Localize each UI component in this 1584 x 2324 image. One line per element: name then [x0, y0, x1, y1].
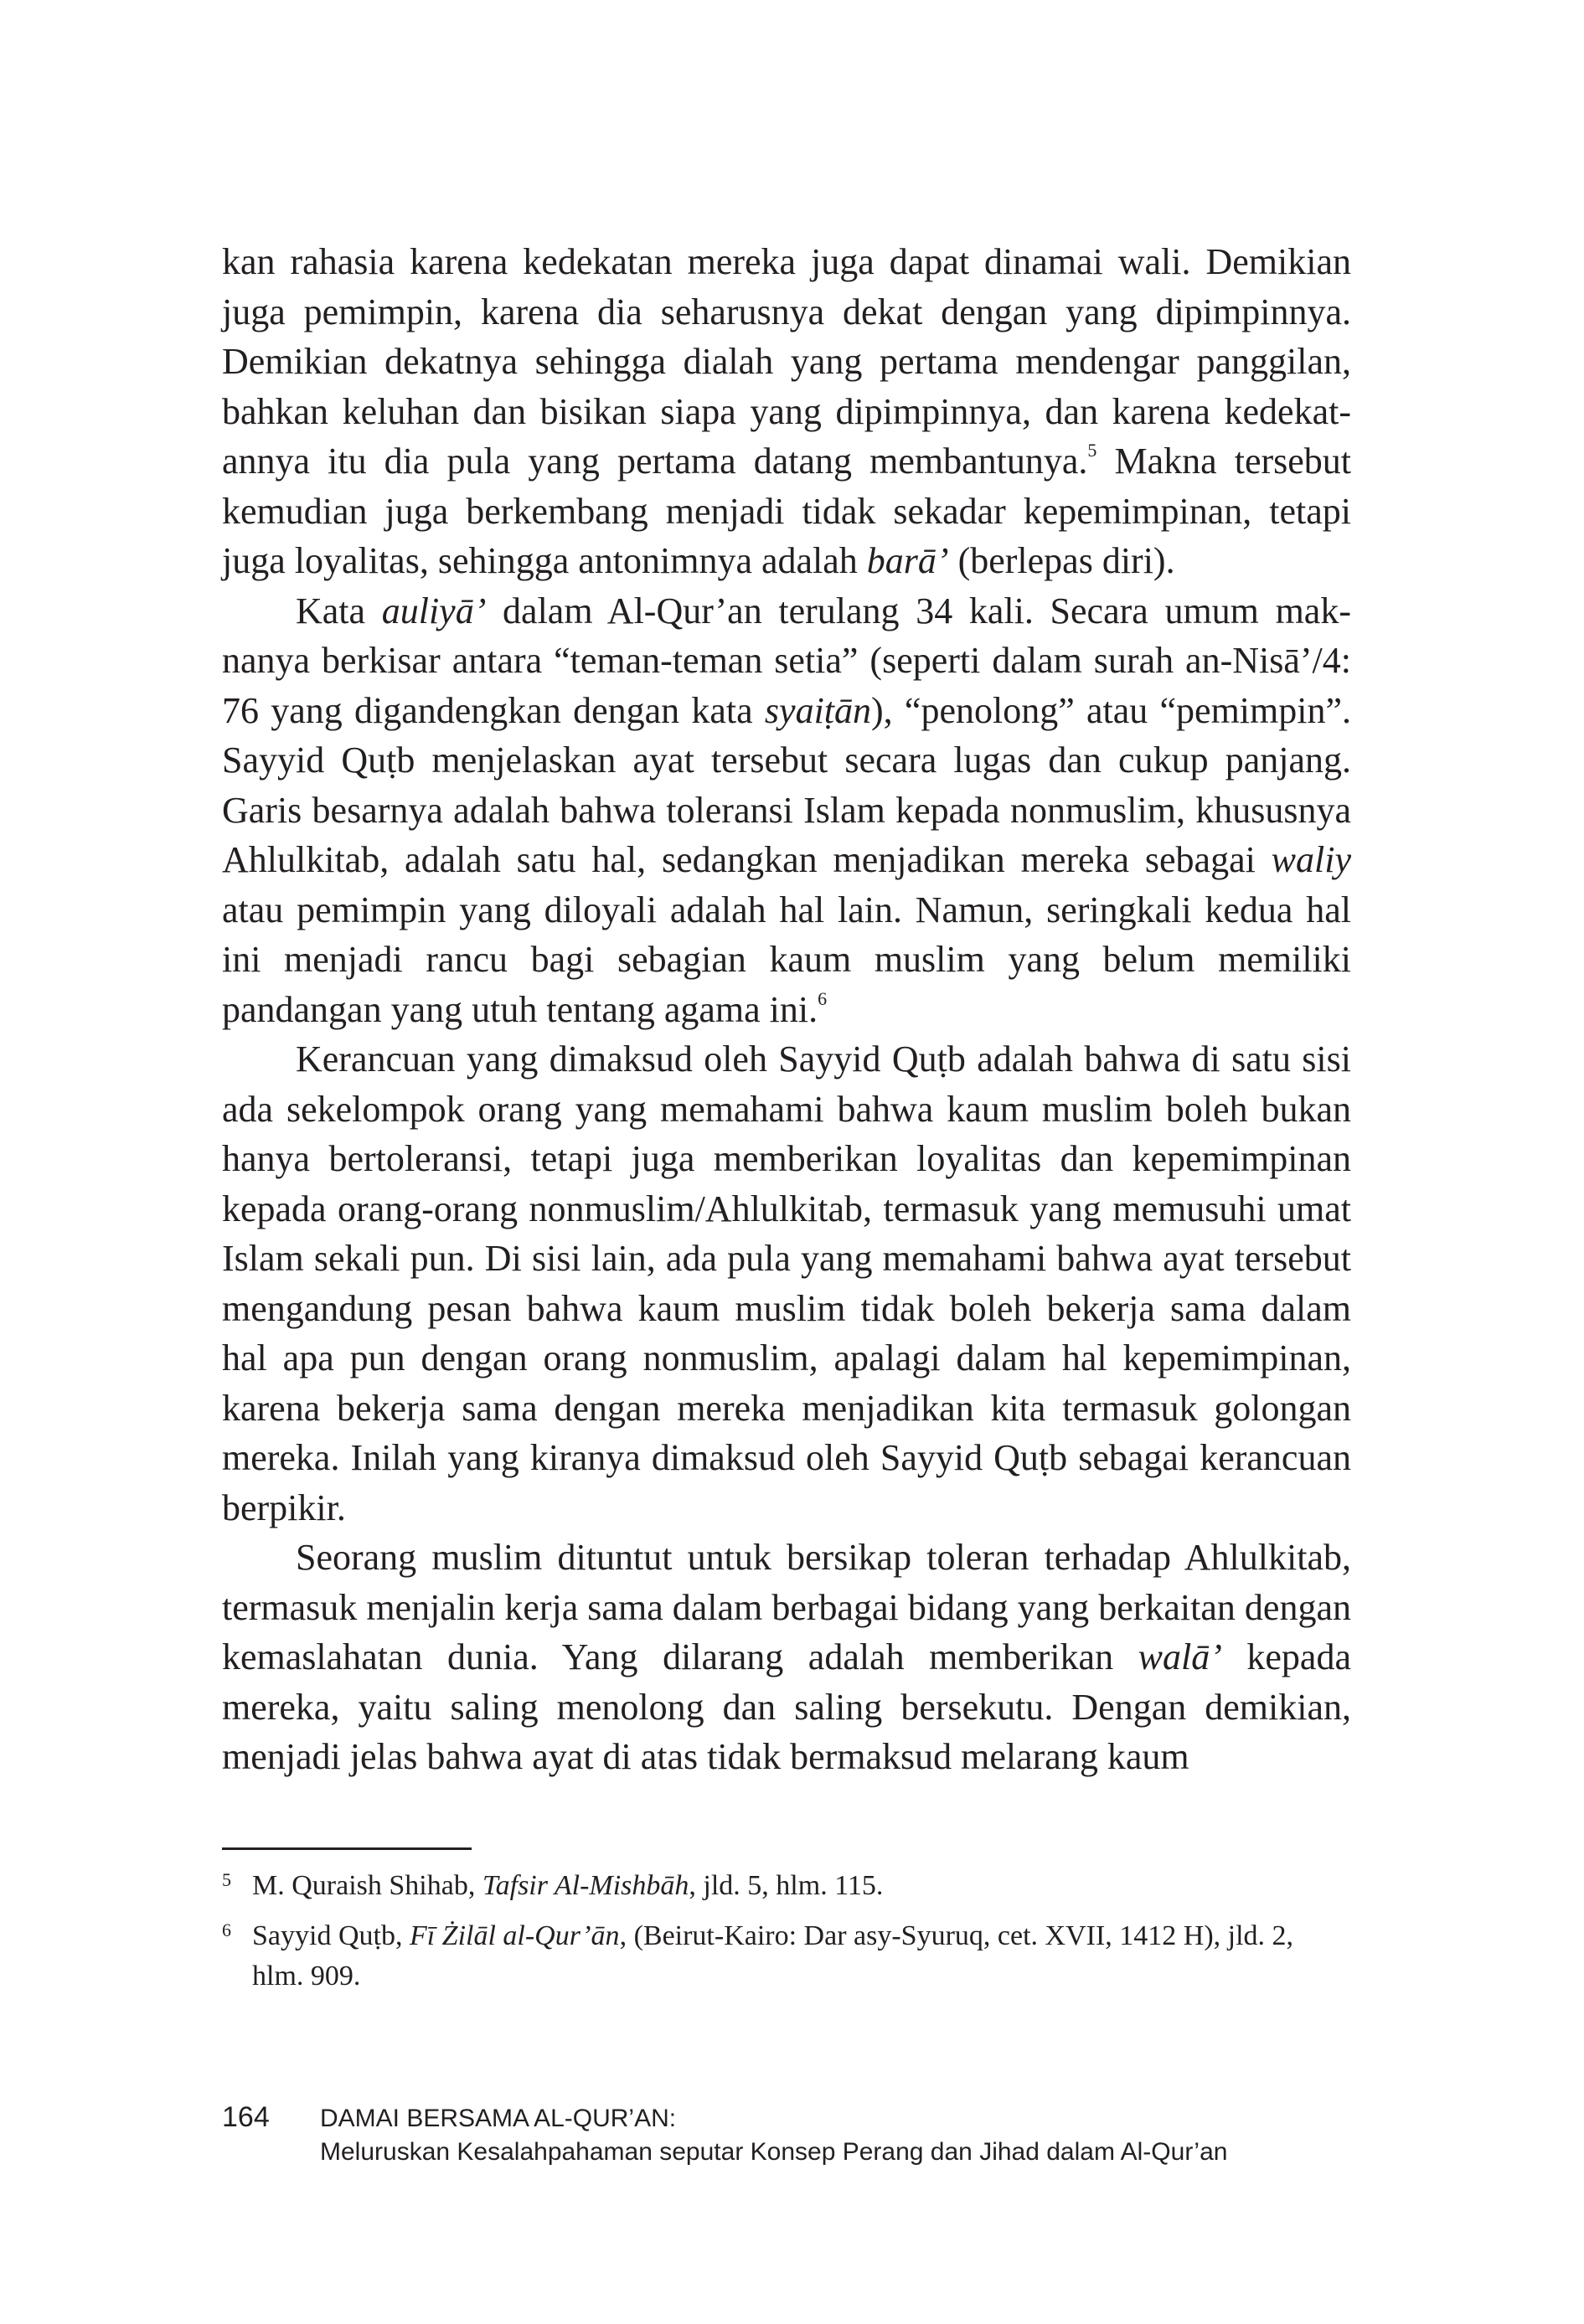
running-title	[320, 2102, 1227, 2169]
footnote-source-title: Tafsir Al-Mishbāh	[482, 1870, 689, 1901]
main-text	[222, 237, 1351, 1782]
term-waliy: waliy	[1271, 839, 1351, 880]
footnote-number: 6	[222, 1919, 231, 1940]
footnote-6: 6 Sayyid Quṭb, Fī Żilāl al-Qur’ān, (Beirut-Kairo: Dar asy-Syuruq, cet. XVII, 1412 H), jld. 2, hlm. 909.	[222, 1919, 1294, 1992]
book-subtitle: Meluruskan Kesalahpahaman seputar Konsep Perang dan Jihad dalam Al-Qur’an	[320, 2138, 1228, 2166]
term-syaitan: syaiṭān	[764, 689, 872, 731]
paragraph-2: Kata auliyā’ dalam Al-Qur’an terulang 34 kali. Secara umum maknanya berkisar antara “teman-teman setia” (seperti dalam surah an-Nisā’/4: 76 yang digandengkan dengan kata syaiṭān), “penolong” atau “pemimpin”. Sayyid Quṭb menjelaskan ayat tersebut secara lugas dan cukup panjang. Garis besarnya adalah bahwa toleransi Islam kepada nonmuslim, khususnya Ahlulkitab, adalah satu hal, sedangkan menjadikan mereka sebagai waliy atau pemimpin yang diloyali adalah hal lain. Namun, seringkali kedua hal ini menjadi rancu bagi sebagian kaum muslim yang belum memiliki pandangan yang utuh tentang agama ini.$^6$	[222, 590, 1352, 1030]
footnote-source-title: Fī Żilāl al-Qur’ān	[409, 1920, 620, 1951]
term-wala: walā’	[1138, 1636, 1222, 1677]
paragraph-3: Kerancuan yang dimaksud oleh Sayyid Quṭb adalah bahwa di satu sisi ada sekelompok orang yang memahami bahwa kaum muslim boleh bukan hanya bertoleransi, tetapi juga memberikan loyalitas dan kepemimpinan kepada orang-orang nonmuslim/Ahlulkitab, termasuk yang memusuhi umat Islam sekali pun. Di sisi lain, ada pula yang memahami bahwa ayat tersebut mengandung pesan bahwa kaum muslim tidak boleh bekerja sama dalam hal apa pun dengan orang nonmuslim, apalagi dalam hal kepemimpinan, karena bekerja sama dengan mereka menjadikan kita termasuk golongan mereka. Inilah yang kiranya dimaksud oleh Sayyid Quṭb sebagai kerancuan berpikir.	[222, 1038, 1351, 1528]
page-number: 164	[222, 2101, 270, 2133]
footnote-5: 5 M. Quraish Shihab, Tafsir Al-Mishbāh, jld. 5, hlm. 115.	[222, 1869, 884, 1901]
footnote-divider	[222, 1847, 472, 1850]
footnotes	[222, 1866, 1351, 2007]
paragraph-4: Seorang muslim dituntut untuk bersikap toleran terhadap Ahlulkitab, termasuk menjalin kerja sama dalam berbagai bidang yang berkaitan dengan kemaslahatan dunia. Yang dilarang adalah memberikan walā’ kepada mereka, yaitu saling menolong dan saling bersekutu. Dengan demikian, menjadi jelas bahwa ayat di atas tidak bermaksud melarang kaum	[222, 1537, 1351, 1777]
term-auliya: auliyā’	[381, 590, 487, 631]
footnote-number: 5	[222, 1869, 231, 1890]
footnote-ref-6[interactable]: 6	[818, 987, 828, 1009]
book-title: DAMAI BERSAMA AL-QUR’AN:	[320, 2105, 677, 2132]
paragraph-1: kan rahasia karena kedekatan mereka juga dapat dinamai wali. Demikian juga pemimpin, karena dia seharusnya dekat dengan yang dipimpinnya. Demikian dekatnya sehingga dialah yang pertama mendengar panggilan, bahkan keluhan dan bisikan siapa yang dipimpinnya, dan karena kedekatannya itu dia pula yang pertama datang membantunya.$^5$ Makna tersebut kemudian juga berkembang menjadi tidak sekadar kepemimpinan, tetapi juga loyalitas, sehingga antonimnya adalah barā’ (berlepas diri).	[222, 241, 1352, 581]
term-bara: barā’	[866, 540, 949, 581]
footnote-ref-5[interactable]: 5	[1087, 440, 1097, 461]
